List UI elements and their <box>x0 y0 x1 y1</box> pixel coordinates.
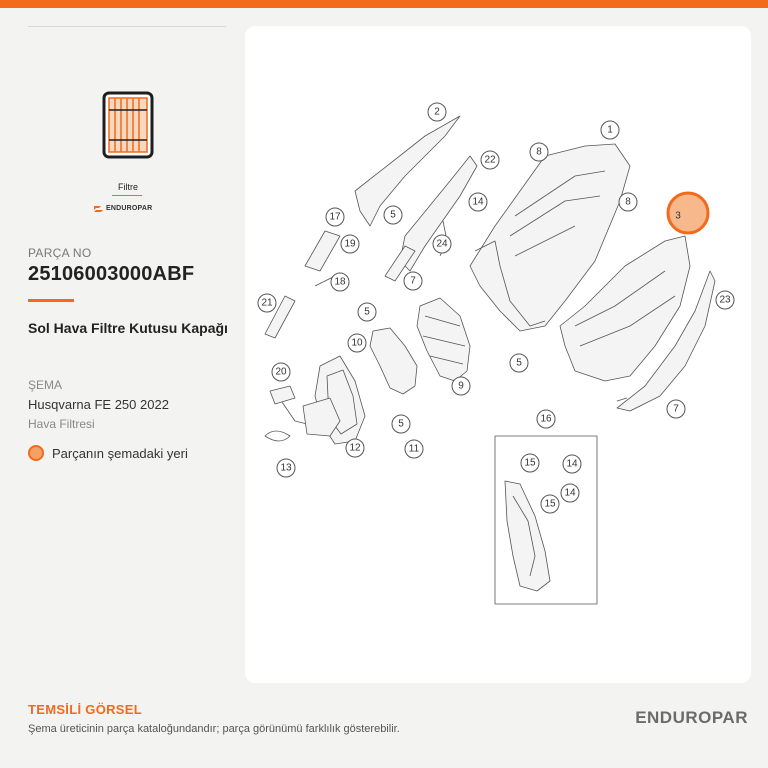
callout-label: 24 <box>436 238 448 250</box>
callout-label: 18 <box>334 276 346 288</box>
callout-22 <box>481 151 499 169</box>
part-number: 25106003000ABF <box>28 263 195 285</box>
callout-7 <box>667 400 685 418</box>
legend-text: Parçanın şemadaki yeri <box>52 445 188 461</box>
callout-15 <box>541 495 559 513</box>
callout-14 <box>561 484 579 502</box>
callout-label: 15 <box>544 498 556 510</box>
callout-label: 17 <box>329 211 341 223</box>
footer-brand-logo: ENDUROPAR <box>635 708 748 727</box>
callout-2 <box>428 103 446 121</box>
callout-19 <box>341 235 359 253</box>
highlight-marker-icon <box>28 445 44 461</box>
part-13-clamp <box>265 431 290 441</box>
callout-label: 5 <box>398 418 404 430</box>
callout-label: 15 <box>524 457 536 469</box>
callout-8 <box>619 193 637 211</box>
callout-8 <box>530 143 548 161</box>
callout-9 <box>452 377 470 395</box>
callout-1 <box>601 121 619 139</box>
callout-label: 19 <box>344 238 356 250</box>
callout-label: 14 <box>472 196 484 208</box>
callout-label: 14 <box>566 458 578 470</box>
exploded-parts-diagram <box>245 26 751 683</box>
air-filter-icon <box>100 90 156 160</box>
schema-label: ŞEMA <box>28 378 63 392</box>
part-17-clip <box>305 231 340 271</box>
callout-label: 8 <box>536 146 542 158</box>
footer-note: Şema üreticinin parça kataloğundandır; parça görünümü farklılık gösterebilir. <box>28 723 400 735</box>
callout-15 <box>521 454 539 472</box>
callout-label: 11 <box>408 443 420 455</box>
callout-label: 16 <box>540 413 552 425</box>
callout-label: 20 <box>275 366 287 378</box>
callout-5 <box>384 206 402 224</box>
callout-20 <box>272 363 290 381</box>
callout-5 <box>510 354 528 372</box>
callout-12 <box>346 439 364 457</box>
callout-23 <box>716 291 734 309</box>
diagram-panel <box>245 26 751 683</box>
callout-label: 8 <box>625 196 631 208</box>
highlight-callout-label: 3 <box>675 210 681 222</box>
callout-24 <box>433 235 451 253</box>
callout-11 <box>405 440 423 458</box>
callout-label: 1 <box>607 124 613 136</box>
callout-label: 12 <box>349 442 361 454</box>
callout-label: 7 <box>410 275 416 287</box>
legend <box>28 445 188 461</box>
callout-13 <box>277 459 295 477</box>
callout-label: 2 <box>434 106 440 118</box>
part-name: Sol Hava Filtre Kutusu Kapağı <box>28 320 228 336</box>
callout-21 <box>258 294 276 312</box>
callout-16 <box>537 410 555 428</box>
callout-10 <box>348 334 366 352</box>
callout-5 <box>392 415 410 433</box>
callout-label: 23 <box>719 294 731 306</box>
schema-subcategory: Hava Filtresi <box>28 417 95 431</box>
callout-label: 7 <box>673 403 679 415</box>
callout-14 <box>563 455 581 473</box>
part-9-filter-cage <box>417 298 470 381</box>
footer-title: TEMSİLİ GÖRSEL <box>28 702 142 717</box>
callout-5 <box>358 303 376 321</box>
callout-label: 5 <box>364 306 370 318</box>
callout-label: 21 <box>261 297 273 309</box>
part-20-plug <box>270 386 295 404</box>
callout-7 <box>404 272 422 290</box>
thumbnail-brand <box>94 205 152 212</box>
callout-label: 9 <box>458 380 464 392</box>
callout-label: 13 <box>280 462 292 474</box>
callout-label: 5 <box>516 357 522 369</box>
callout-label: 22 <box>484 154 496 166</box>
highlight-marker <box>668 193 708 233</box>
part-10-filter <box>370 328 417 394</box>
thumbnail-underline <box>112 195 142 196</box>
top-accent-bar <box>0 0 768 8</box>
callout-label: 10 <box>351 337 363 349</box>
thumbnail-brand-text: ENDUROPAR <box>106 205 153 212</box>
sidebar-divider <box>28 26 226 27</box>
callout-14 <box>469 193 487 211</box>
callout-18 <box>331 273 349 291</box>
schema-model: Husqvarna FE 250 2022 <box>28 397 169 412</box>
part-number-label: PARÇA NO <box>28 246 92 260</box>
callout-17 <box>326 208 344 226</box>
thumbnail-label: Filtre <box>118 182 138 192</box>
brand-mark-icon <box>94 205 103 212</box>
accent-divider <box>28 299 74 302</box>
part-7-screw <box>617 398 627 401</box>
callout-label: 5 <box>390 209 396 221</box>
callout-label: 14 <box>564 487 576 499</box>
